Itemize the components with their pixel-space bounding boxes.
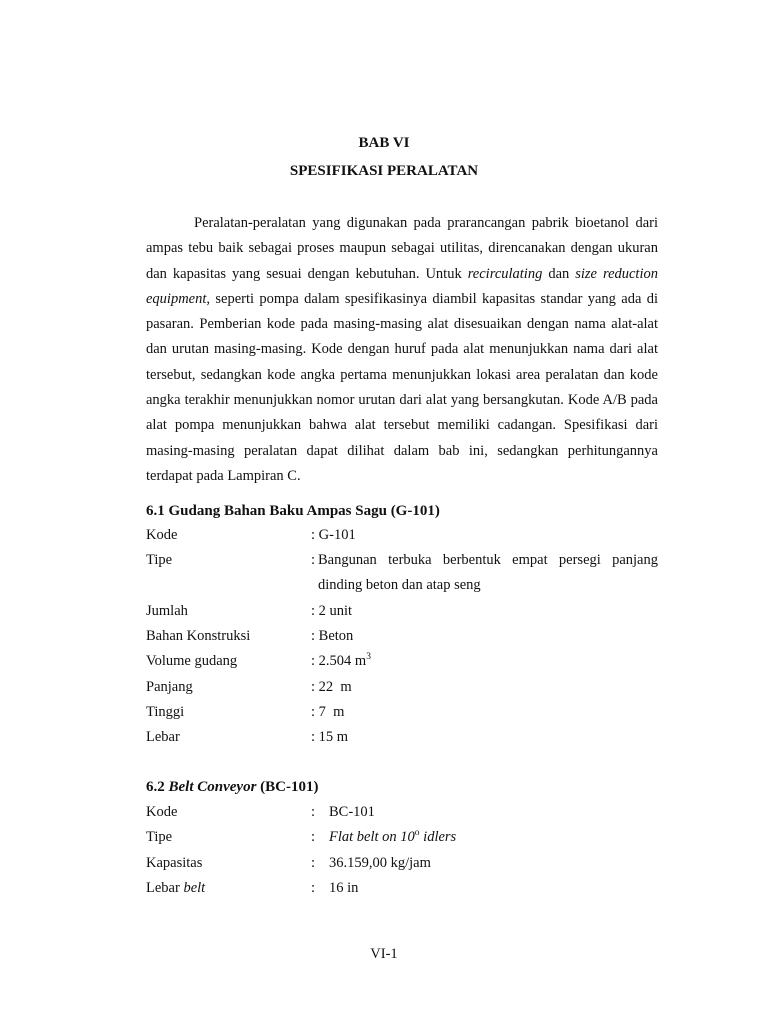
section-2-code: (BC-101) [256, 779, 319, 795]
spec-colon: : [311, 880, 316, 896]
spec-row-kode-bc [146, 804, 658, 826]
spec-label: Lebar [146, 729, 180, 745]
spec-label [146, 880, 205, 897]
spec-colon: : [311, 552, 316, 568]
spec-value: : G-101 [311, 527, 356, 543]
belt-label: belt [183, 880, 206, 896]
intro-text-3: , seperti pompa dalam spesifikasinya diambil kapasitas standar yang ada di pasaran. Pemberian kode pada masing-masing alat disesuaikan dengan nama alat-alat dan urutan masing-masing. Kode dengan huruf pada alat menunjukkan nama dari alat tersebut, sedangkan kode angka pertama menunjukkan lokasi area peralatan dan kode angka terakhir menunjukkan nomor urutan dari alat yang bersangkutan. Kode A/B pada alat pompa menunjukkan bahwa alat tersebut memiliki cadangan. Spesifikasi dari masing-masing peralatan dapat dilihat dalam bab ini, sedangkan perhitungannya terdapat pada Lampiran C. [146, 290, 658, 484]
spec-value-tipe: Bangunan terbuka berbentuk empat persegi panjang dinding beton dan atap seng [318, 552, 658, 594]
intro-text-2: dan [542, 265, 576, 282]
lebar-label: Lebar [146, 880, 184, 896]
spec-value: : 7 m [311, 704, 345, 720]
volume-value: : 2.504 m [311, 653, 367, 669]
spec-label: Kode [146, 527, 178, 543]
intro-text-1: Peralatan-peralatan yang digunakan pada prarancangan pabrik bioetanol dari ampas tebu baik sebagai proses maupun sebagai utilitas, direncanakan dengan ukuran dan kapasitas yang sesuai dengan kebutuhan. Untuk [146, 215, 658, 282]
intro-paragraph [146, 211, 658, 489]
spec-row-bahan [146, 628, 658, 650]
section-2-title: Belt Conveyor [168, 779, 257, 795]
spec-label: Volume gudang [146, 653, 238, 669]
chapter-subtitle: SPESIFIKASI PERALATAN [289, 163, 479, 179]
spec-value: : 2 unit [311, 603, 353, 619]
spec-colon: : [311, 855, 316, 871]
tipe-value-2: idlers [419, 829, 457, 845]
spec-value: 36.159,00 kg/jam [329, 855, 431, 871]
spec-value: BC-101 [329, 804, 375, 820]
spec-row-kapasitas [146, 855, 658, 877]
spec-value: : 22 m [311, 679, 352, 695]
spec-row-volume [146, 653, 658, 675]
spec-row-tipe-bc [146, 829, 658, 851]
spec-value: : 15 m [311, 729, 349, 745]
spec-row-panjang [146, 679, 658, 701]
spec-row-kode [146, 527, 658, 549]
spec-label: Tipe [146, 552, 173, 568]
tipe-value-1: Flat belt on 10 [329, 829, 415, 845]
spec-value [311, 653, 371, 670]
spec-value: : Beton [311, 628, 354, 644]
section-2-number: 6.2 [146, 779, 169, 795]
spec-label: Tinggi [146, 704, 185, 720]
spec-row-lebar [146, 729, 658, 751]
spec-value: 16 in [329, 880, 359, 896]
intro-italic-2: size reduction equipment [146, 265, 658, 307]
spec-label: Panjang [146, 679, 193, 695]
volume-superscript: 3 [366, 652, 371, 662]
spec-label: Kode [146, 804, 178, 820]
spec-label: Bahan Konstruksi [146, 628, 251, 644]
spec-label: Tipe [146, 829, 173, 845]
spec-colon: : [311, 829, 316, 845]
spec-label: Jumlah [146, 603, 188, 619]
spec-label: Kapasitas [146, 855, 203, 871]
spec-colon: : [311, 804, 316, 820]
spec-row-jumlah [146, 603, 658, 625]
degree-superscript: o [414, 828, 420, 838]
section-2-heading [146, 779, 318, 796]
intro-italic-1: recirculating [467, 265, 543, 282]
page-number: VI-1 [370, 946, 398, 962]
spec-row-tinggi [146, 704, 658, 726]
spec-row-lebar-belt [146, 880, 658, 902]
spec-value [329, 829, 456, 846]
chapter-title: BAB VI [358, 135, 410, 151]
section-1-heading: 6.1 Gudang Bahan Baku Ampas Sagu (G-101) [146, 503, 440, 519]
